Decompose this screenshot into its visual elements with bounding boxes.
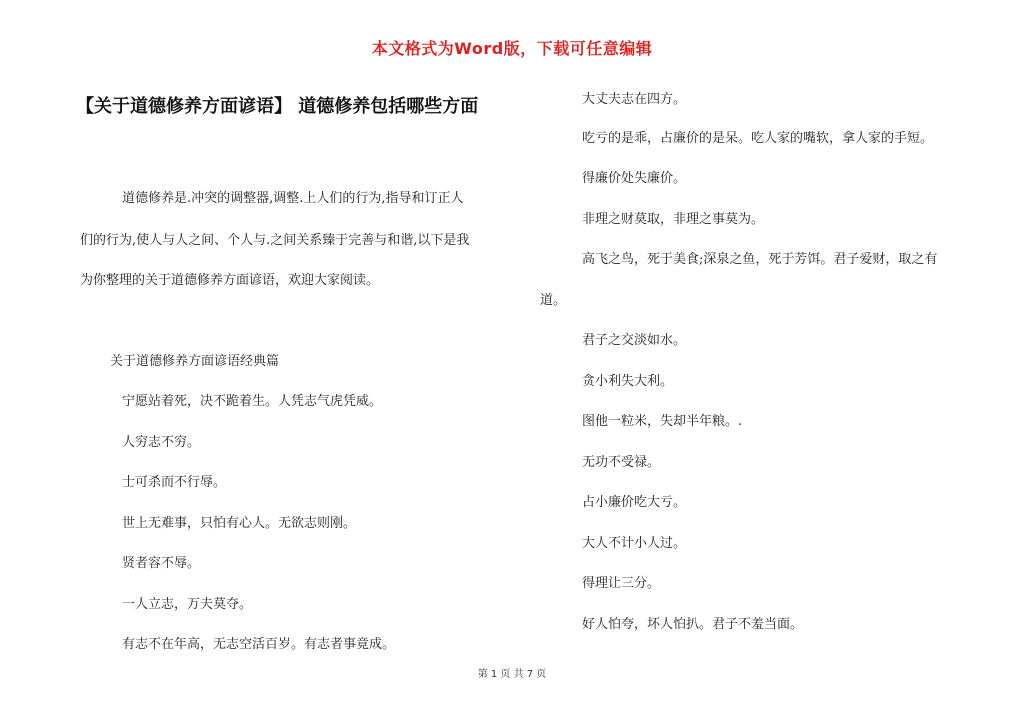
left-proverb-2: 人穷志不穷。 [122, 435, 201, 450]
format-banner: 本文格式为Word版，下载可任意编辑 [371, 39, 653, 58]
right-proverb-13: 得理让三分。 [582, 576, 661, 591]
right-proverb-4: 非理之财莫取，非理之事莫为。 [582, 212, 765, 227]
left-proverb-5: 贤者容不辱。 [122, 556, 201, 571]
right-proverb-6: 道。 [540, 293, 567, 308]
right-proverb-10: 无功不受禄。 [582, 455, 661, 470]
right-proverb-9: 图他一粒米，失却半年粮。. [582, 414, 743, 429]
left-proverb-7: 有志不在年高，无志空活百岁。有志者事竟成。 [122, 637, 396, 652]
intro-line-2: 们的行为,使人与人之间、个人与.之间关系臻于完善与和谐,以下是我 [80, 233, 470, 248]
document-title: 【关于道德修养方面谚语】 道德修养包括哪些方面 [76, 96, 479, 117]
section-heading: 关于道德修养方面谚语经典篇 [110, 354, 280, 369]
right-proverb-2: 吃亏的是乖，占廉价的是呆。吃人家的嘴软，拿人家的手短。 [582, 131, 934, 146]
left-proverb-6: 一人立志，万夫莫夺。 [122, 597, 253, 612]
intro-line-1: 道德修养是.冲突的调整器,调整.上人们的行为,指导和订正人 [122, 191, 464, 206]
page-number: 第 1 页 共 7 页 [477, 669, 547, 680]
right-proverb-8: 贪小利失大利。 [582, 374, 674, 389]
right-proverb-1: 大丈夫志在四方。 [582, 92, 687, 107]
right-proverb-12: 大人不计小人过。 [582, 536, 687, 551]
right-proverb-7: 君子之交淡如水。 [582, 333, 687, 348]
intro-line-3: 为你整理的关于道德修养方面谚语，欢迎大家阅读。 [80, 273, 380, 288]
left-proverb-1: 宁愿站着死，决不跪着生。人凭志气虎凭威。 [122, 394, 383, 409]
right-proverb-3: 得廉价处失廉价。 [582, 171, 687, 186]
right-proverb-14: 好人怕夸，坏人怕扒。君子不羞当面。 [582, 617, 804, 632]
right-proverb-11: 占小廉价吃大亏。 [582, 495, 687, 510]
left-proverb-3: 士可杀而不行辱。 [122, 475, 227, 490]
right-proverb-5: 高飞之鸟，死于美食;深泉之鱼，死于芳饵。君子爱财，取之有 [582, 252, 938, 267]
left-proverb-4: 世上无难事，只怕有心人。无欲志则刚。 [122, 516, 357, 531]
